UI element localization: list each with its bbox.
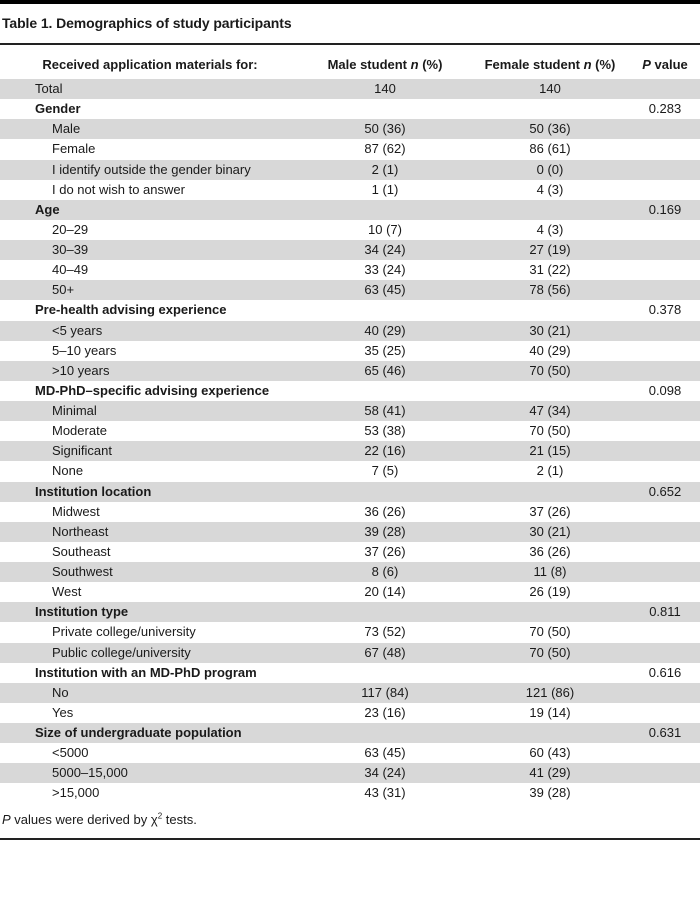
- table-row: [0, 119, 700, 139]
- male-count: 58 (41): [300, 401, 470, 421]
- table-row: [0, 79, 700, 99]
- female-count: [470, 723, 630, 743]
- female-count: 70 (50): [470, 643, 630, 663]
- table-row: [0, 139, 700, 159]
- table-row: [0, 542, 700, 562]
- male-count: 2 (1): [300, 160, 470, 180]
- p-value: [630, 763, 700, 783]
- p-value: [630, 401, 700, 421]
- header-female-student: Female student n (%): [484, 57, 616, 72]
- table-group-row: [0, 381, 700, 401]
- p-value: [630, 743, 700, 763]
- row-label: West: [52, 584, 82, 600]
- row-label: Institution with an MD-PhD program: [35, 664, 257, 680]
- row-label: Institution location: [0, 482, 300, 502]
- male-count: 43 (31): [364, 785, 406, 801]
- male-count: 63 (45): [300, 280, 470, 300]
- header-p-value: P value: [642, 57, 688, 72]
- p-value: [630, 703, 700, 723]
- female-count: 30 (21): [470, 321, 630, 341]
- female-count: 121 (86): [470, 683, 630, 703]
- female-count: 4 (3): [536, 221, 564, 237]
- p-value: [630, 683, 700, 703]
- p-value: [630, 220, 700, 240]
- male-count: 33 (24): [364, 262, 406, 278]
- p-value: [630, 542, 700, 562]
- row-label: Institution type: [0, 602, 300, 622]
- table-row: [0, 622, 700, 642]
- female-count: [470, 602, 630, 622]
- p-value: [630, 783, 700, 803]
- male-count: 36 (26): [364, 503, 406, 519]
- p-value: [630, 643, 700, 663]
- male-count: 7 (5): [371, 463, 399, 479]
- table-row: [0, 461, 700, 481]
- female-count: 78 (56): [470, 280, 630, 300]
- row-label: >10 years: [0, 361, 300, 381]
- table-row: [0, 220, 700, 240]
- male-count: 1 (1): [371, 181, 399, 197]
- male-count: 8 (6): [300, 562, 470, 582]
- male-count: 73 (52): [364, 624, 406, 640]
- header-male-student: Male student n (%): [327, 57, 443, 72]
- female-count: 11 (8): [470, 562, 630, 582]
- p-value: [630, 421, 700, 441]
- p-value: [630, 180, 700, 200]
- table-group-row: [0, 602, 700, 622]
- table-row: [0, 240, 700, 260]
- p-value: 0.098: [648, 382, 682, 398]
- p-value: 0.652: [630, 482, 700, 502]
- male-count: 40 (29): [300, 321, 470, 341]
- female-count: [470, 663, 630, 683]
- p-value: [630, 582, 700, 602]
- table-row: [0, 743, 700, 763]
- table-row: [0, 180, 700, 200]
- row-label: I do not wish to answer: [52, 181, 185, 197]
- male-count: 10 (7): [368, 221, 402, 237]
- male-count: 87 (62): [364, 141, 406, 157]
- female-count: 2 (1): [536, 463, 564, 479]
- title-divider: [0, 43, 700, 45]
- row-label: Public college/university: [0, 643, 300, 663]
- female-count: 70 (50): [529, 423, 571, 439]
- row-label: Male: [0, 119, 300, 139]
- male-count: 65 (46): [300, 361, 470, 381]
- row-label: 40–49: [52, 262, 89, 278]
- table-group-row: [0, 723, 700, 743]
- row-label: 30–39: [0, 240, 300, 260]
- male-count: [300, 300, 470, 320]
- female-count: 70 (50): [470, 361, 630, 381]
- female-count: 21 (15): [470, 441, 630, 461]
- bottom-divider: [0, 838, 700, 840]
- table-row: [0, 703, 700, 723]
- female-count: [470, 381, 630, 401]
- male-count: 35 (25): [364, 342, 406, 358]
- male-count: [300, 200, 470, 220]
- female-count: 36 (26): [529, 543, 571, 559]
- table-row: [0, 160, 700, 180]
- female-count: 0 (0): [470, 160, 630, 180]
- p-value: 0.378: [648, 302, 682, 318]
- p-value: 0.169: [630, 200, 700, 220]
- p-value: [630, 341, 700, 361]
- p-value: [630, 522, 700, 542]
- female-count: 40 (29): [529, 342, 571, 358]
- male-count: [300, 602, 470, 622]
- female-count: [470, 300, 630, 320]
- table-row: [0, 522, 700, 542]
- female-count: 37 (26): [529, 503, 571, 519]
- p-value: [630, 562, 700, 582]
- table-row: [0, 401, 700, 421]
- table-row: [0, 280, 700, 300]
- p-value: [630, 139, 700, 159]
- female-count: 70 (50): [529, 624, 571, 640]
- male-count: 34 (24): [300, 240, 470, 260]
- p-value: 0.283: [648, 101, 682, 117]
- p-value: [630, 240, 700, 260]
- female-count: 4 (3): [536, 181, 564, 197]
- table-group-row: [0, 200, 700, 220]
- female-count: 26 (19): [529, 584, 571, 600]
- row-label: <5000: [52, 745, 89, 761]
- female-count: [470, 482, 630, 502]
- male-count: [300, 723, 470, 743]
- table-header-row: [0, 50, 700, 79]
- row-label: I identify outside the gender binary: [0, 160, 300, 180]
- male-count: 50 (36): [300, 119, 470, 139]
- p-value: [630, 441, 700, 461]
- row-label: <5 years: [0, 321, 300, 341]
- male-count: [300, 99, 470, 119]
- row-label: 5–10 years: [52, 342, 117, 358]
- male-count: 20 (14): [364, 584, 406, 600]
- p-value: 0.631: [630, 723, 700, 743]
- row-label: 20–29: [52, 221, 89, 237]
- male-count: [300, 381, 470, 401]
- p-value: 0.616: [648, 664, 682, 680]
- table-body: [0, 79, 700, 804]
- table-row: [0, 582, 700, 602]
- p-value: [630, 361, 700, 381]
- header-category: Received application materials for:: [42, 57, 258, 72]
- female-count: 86 (61): [529, 141, 571, 157]
- p-value: [630, 260, 700, 280]
- table-row: [0, 321, 700, 341]
- male-count: 67 (48): [300, 643, 470, 663]
- row-label: Yes: [52, 704, 74, 720]
- female-count: 50 (36): [470, 119, 630, 139]
- p-value: [630, 79, 700, 99]
- p-value: 0.811: [630, 602, 700, 622]
- table-group-row: [0, 482, 700, 502]
- row-label: Southeast: [52, 543, 111, 559]
- female-count: 30 (21): [470, 522, 630, 542]
- p-value: [630, 502, 700, 522]
- female-count: [470, 200, 630, 220]
- row-label: Minimal: [0, 401, 300, 421]
- female-count: 47 (34): [470, 401, 630, 421]
- table-row: [0, 783, 700, 803]
- row-label: >15,000: [52, 785, 100, 801]
- row-label: Moderate: [52, 423, 107, 439]
- row-label: Northeast: [0, 522, 300, 542]
- table-title: Table 1. Demographics of study participants: [2, 15, 292, 31]
- table-row: [0, 361, 700, 381]
- row-label: Midwest: [52, 503, 100, 519]
- male-count: 53 (38): [364, 423, 406, 439]
- male-count: 39 (28): [300, 522, 470, 542]
- row-label: Size of undergraduate population: [0, 723, 300, 743]
- female-count: 41 (29): [470, 763, 630, 783]
- row-label: None: [52, 463, 84, 479]
- row-label: Total: [0, 79, 300, 99]
- female-count: 39 (28): [529, 785, 571, 801]
- row-label: 5000–15,000: [0, 763, 300, 783]
- row-label: Pre-health advising experience: [35, 302, 227, 318]
- table-row: [0, 441, 700, 461]
- male-count: [300, 663, 470, 683]
- male-count: 63 (45): [364, 745, 406, 761]
- row-label: MD-PhD–specific advising experience: [35, 382, 270, 398]
- row-label: 50+: [0, 280, 300, 300]
- p-value: [630, 119, 700, 139]
- female-count: 19 (14): [529, 704, 571, 720]
- female-count: [470, 99, 630, 119]
- female-count: 31 (22): [529, 262, 571, 278]
- row-label: Significant: [0, 441, 300, 461]
- table-group-row: [0, 300, 700, 320]
- female-count: 27 (19): [470, 240, 630, 260]
- p-value: [630, 280, 700, 300]
- male-count: 23 (16): [364, 704, 406, 720]
- table-row: [0, 683, 700, 703]
- table-footnote: P values were derived by $\chi^2$ tests.: [2, 811, 197, 827]
- male-count: 140: [300, 79, 470, 99]
- row-label: Gender: [35, 101, 81, 117]
- table-row: [0, 643, 700, 663]
- male-count: 22 (16): [300, 441, 470, 461]
- male-count: 117 (84): [300, 683, 470, 703]
- table-row: [0, 562, 700, 582]
- table-row: [0, 421, 700, 441]
- p-value: [630, 622, 700, 642]
- female-count: 60 (43): [529, 745, 571, 761]
- row-label: No: [0, 683, 300, 703]
- p-value: [630, 160, 700, 180]
- male-count: [300, 482, 470, 502]
- table-row: [0, 763, 700, 783]
- table-row: [0, 260, 700, 280]
- top-border-bar: [0, 0, 700, 4]
- row-label: Private college/university: [52, 624, 196, 640]
- male-count: 34 (24): [300, 763, 470, 783]
- p-value: [630, 461, 700, 481]
- p-value: [630, 321, 700, 341]
- row-label: Age: [0, 200, 300, 220]
- table-row: [0, 502, 700, 522]
- demographics-table: [0, 50, 700, 804]
- table-group-row: [0, 663, 700, 683]
- row-label: Southwest: [0, 562, 300, 582]
- table-group-row: [0, 99, 700, 119]
- male-count: 37 (26): [364, 543, 406, 559]
- table-row: [0, 341, 700, 361]
- female-count: 140: [470, 79, 630, 99]
- row-label: Female: [52, 141, 96, 157]
